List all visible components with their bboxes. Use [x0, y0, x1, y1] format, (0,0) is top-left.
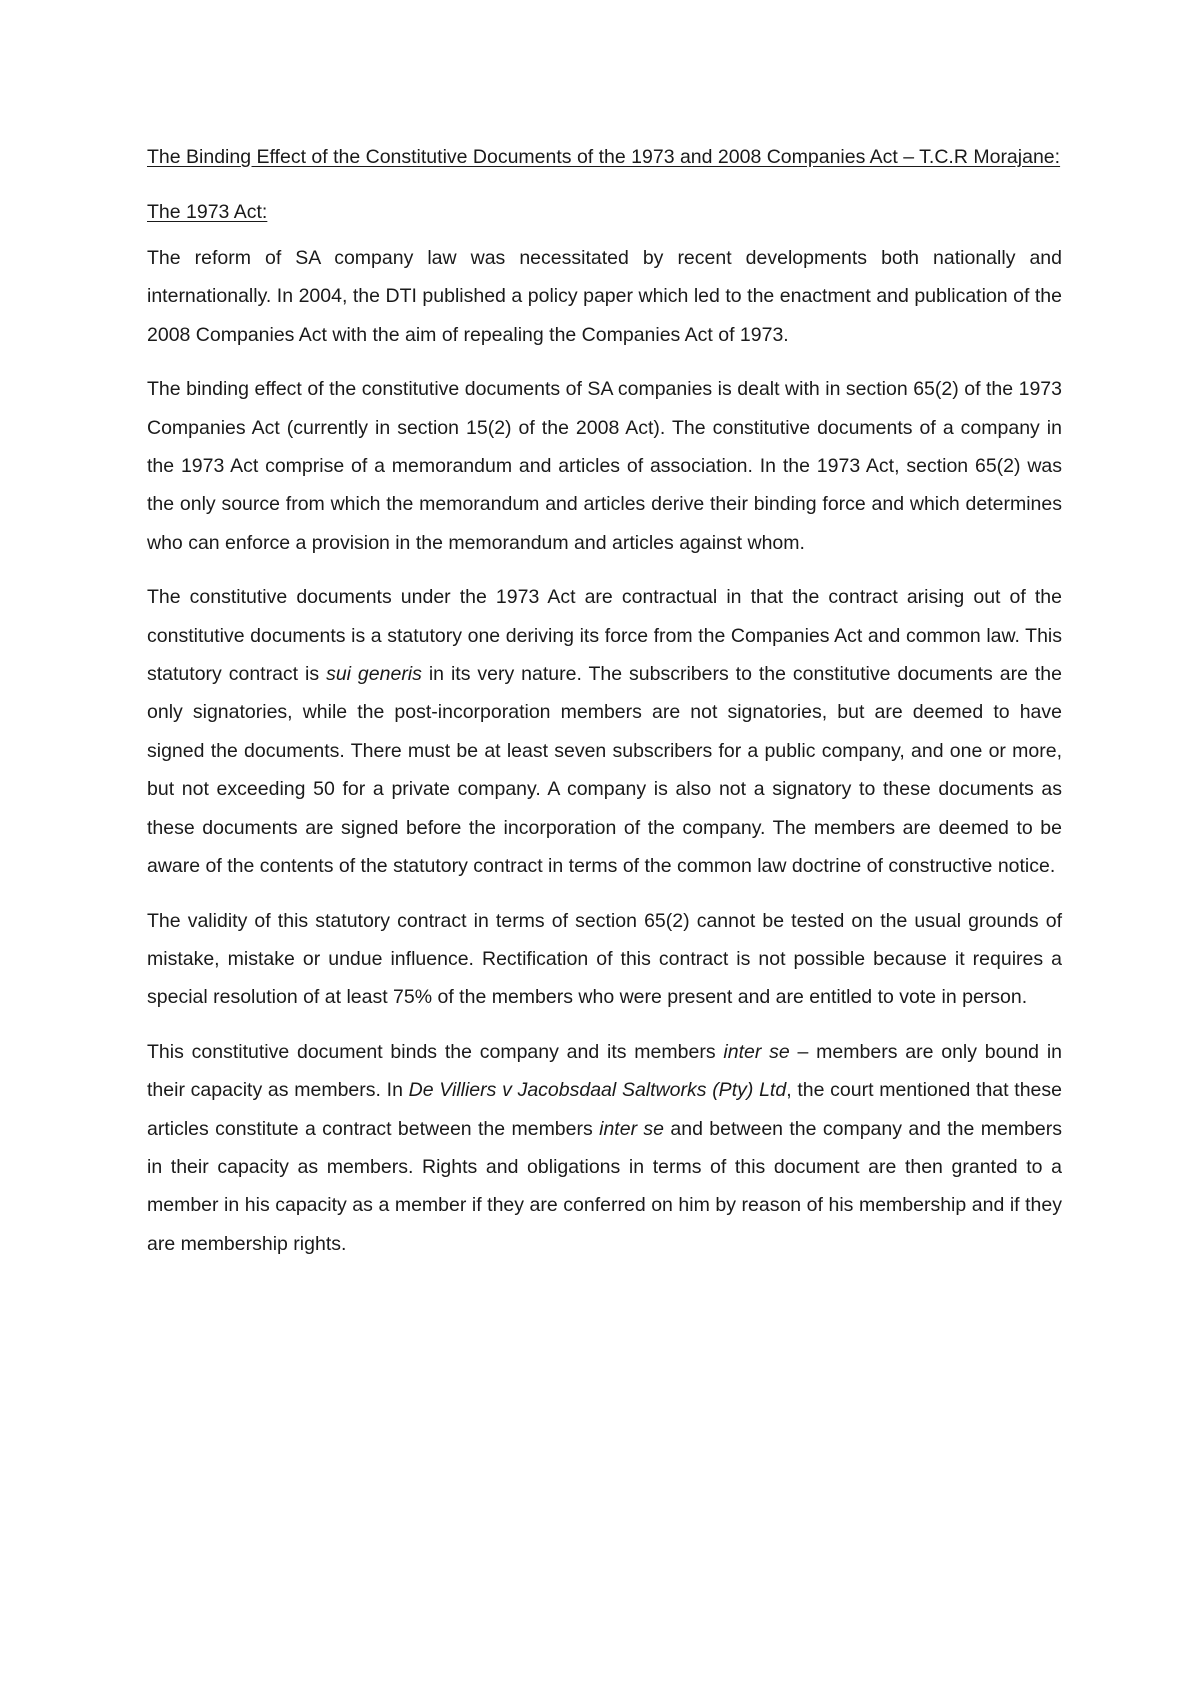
italic-term: sui generis [326, 663, 422, 686]
paragraph-validity: The validity of this statutory contract in terms of section 65(2) cannot be tested on the usual grounds of mistake, mistake or undue influence. Rectification of this contract is not possible because it requires a special resolution of at least 75% of the members who were present and are entitled to vote in person. [147, 909, 1062, 1009]
text-run: This constitutive document binds the company and its members [147, 1040, 724, 1063]
paragraph-binding-effect: The binding effect of the constitutive documents of SA companies is dealt with in section 65(2) of the 1973 Companies Act (currently in section 15(2) of the 2008 Act). The constitutive documents of a company in the 1973 Act comprise of a memorandum and articles of association. In the 1973 Act, section 65(2) was the only source from which the memorandum and articles derive their binding force and which determines who can enforce a provision in the memorandum and articles against whom. [147, 378, 1062, 554]
paragraph-contractual-nature [147, 578, 1062, 885]
text-run: , the court mentioned that these articles constitute a contract between the members [147, 1079, 1062, 1140]
document-title: The Binding Effect of the Constitutive Documents of the 1973 and 2008 Companies Act – T.C.R Morajane: [147, 146, 1061, 168]
text-run: in its very nature. The subscribers to the constitutive documents are the only signatories, while the post-incorporation members are not signatories, but are deemed to have signed the documents. There must be at least seven subscribers for a public company, and one or more, but not exceeding 50 for a private company. A company is also not a signatory to these documents as these documents are signed before the incorporation of the company. The members are deemed to be aware of the contents of the statutory contract in terms of the common law doctrine of constructive notice. [147, 663, 1062, 878]
text-run: The constitutive documents under the 1973 Act are contractual in that the contract arising out of the constitutive documents is a statutory one deriving its force from the Companies Act and common law. This statutory contract is [147, 586, 1062, 686]
document-page [147, 140, 1062, 1279]
text-run: – members are only bound in their capacity as members. In [147, 1040, 1063, 1102]
italic-term: inter se [723, 1040, 790, 1063]
section-heading: The 1973 Act: [147, 201, 268, 223]
case-citation: De Villiers v Jacobsdaal Saltworks (Pty) Ltd [408, 1079, 787, 1102]
italic-term: inter se [599, 1117, 665, 1140]
text-run: and between the company and the members in their capacity as members. Rights and obligations in terms of this document are then granted to a member in his capacity as a member if they are conferred on him by reason of his membership and if they are membership rights. [147, 1117, 1063, 1255]
paragraph-reform: The reform of SA company law was necessitated by recent developments both nationally and internationally. In 2004, the DTI published a policy paper which led to the enactment and publication of the 2008 Companies Act with the aim of repealing the Companies Act of 1973. [147, 247, 1062, 346]
paragraph-inter-se [147, 1033, 1062, 1263]
